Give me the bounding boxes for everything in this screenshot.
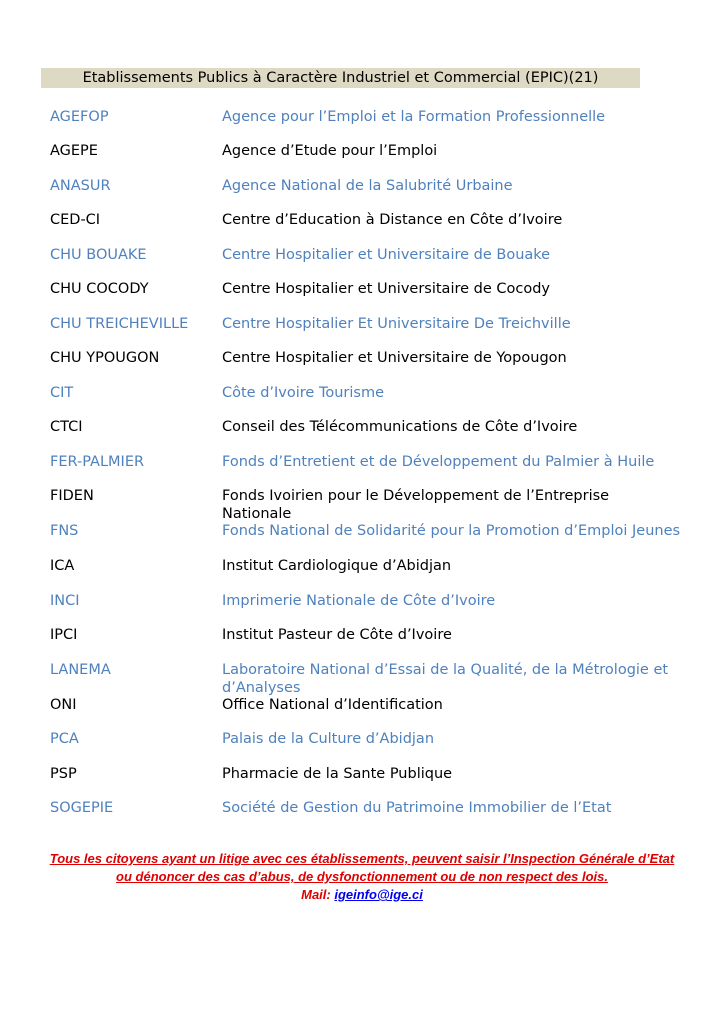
entity-full-name: Fonds d’Entretient et de Développement du Palmier à Huile [222, 454, 655, 470]
entity-acronym: PCA [50, 731, 79, 747]
entity-full-name: Institut Cardiologique d’Abidjan [222, 558, 452, 574]
mail-label: Mail: [301, 887, 335, 902]
entity-acronym: AGEPE [50, 143, 98, 159]
entity-acronym: CHU BOUAKE [50, 247, 147, 263]
notice-mail-line [40, 886, 684, 904]
section-header: Etablissements Publics à Caractère Industriel et Commercial (EPIC)(21) [41, 68, 640, 88]
entity-full-name: Agence d’Etude pour l’Emploi [222, 143, 438, 159]
entity-full-name: Fonds National de Solidarité pour la Promotion d’Emploi Jeunes [222, 523, 681, 539]
entity-full-name: Imprimerie Nationale de Côte d’Ivoire [222, 593, 496, 609]
entity-acronym: CHU YPOUGON [50, 350, 160, 366]
entity-full-name: Centre d’Education à Distance en Côte d’Ivoire [222, 212, 563, 228]
entity-acronym: FNS [50, 523, 79, 539]
entity-acronym: AGEFOP [50, 109, 109, 125]
entity-full-name: Centre Hospitalier et Universitaire de Yopougon [222, 350, 567, 366]
entity-full-name: Fonds Ivoirien pour le Développement de l’Entreprise Nationale [222, 488, 610, 522]
entity-acronym: CTCI [50, 419, 83, 435]
entity-full-name: Laboratoire National d’Essai de la Qualité, de la Métrologie et d’Analyses [222, 662, 669, 696]
entity-full-name: Institut Pasteur de Côte d’Ivoire [222, 627, 452, 643]
entity-acronym: ICA [50, 558, 75, 574]
entity-acronym: ANASUR [50, 178, 111, 194]
entity-acronym: FIDEN [50, 488, 94, 504]
entity-full-name: Centre Hospitalier et Universitaire de Cocody [222, 281, 550, 297]
entity-acronym: CHU COCODY [50, 281, 149, 297]
entity-acronym: ONI [50, 697, 77, 713]
entity-acronym: CHU TREICHEVILLE [50, 316, 189, 332]
entity-acronym: FER-PALMIER [50, 454, 145, 470]
entity-full-name: Centre Hospitalier Et Universitaire De Treichville [222, 316, 571, 332]
entity-acronym: INCI [50, 593, 80, 609]
entity-full-name: Agence National de la Salubrité Urbaine [222, 178, 513, 194]
mail-link[interactable]: igeinfo@ige.ci [334, 887, 423, 902]
entity-acronym: CED-CI [50, 212, 101, 228]
entity-full-name: Centre Hospitalier et Universitaire de Bouake [222, 247, 551, 263]
entity-acronym: IPCI [50, 627, 78, 643]
entity-full-name: Office National d’Identification [222, 697, 443, 713]
notice-line-1: Tous les citoyens ayant un litige avec ces établissements, peuvent saisir l’Inspection Générale d’Etat [49, 851, 675, 866]
entity-full-name: Agence pour l’Emploi et la Formation Professionnelle [222, 109, 606, 125]
entity-full-name: Pharmacie de la Sante Publique [222, 766, 453, 782]
entity-full-name: Côte d’Ivoire Tourisme [222, 385, 384, 401]
entity-acronym: LANEMA [50, 662, 111, 678]
notice-line-2: ou dénoncer des cas d’abus, de dysfonctionnement ou de non respect des lois. [116, 869, 608, 884]
entity-acronym: PSP [50, 766, 77, 782]
entity-acronym: SOGEPIE [50, 800, 114, 816]
citizen-notice [40, 850, 684, 904]
entity-full-name: Conseil des Télécommunications de Côte d’Ivoire [222, 419, 578, 435]
entity-acronym: CIT [50, 385, 74, 401]
entity-full-name: Palais de la Culture d’Abidjan [222, 731, 435, 747]
entity-full-name: Société de Gestion du Patrimoine Immobilier de l’Etat [222, 800, 612, 816]
